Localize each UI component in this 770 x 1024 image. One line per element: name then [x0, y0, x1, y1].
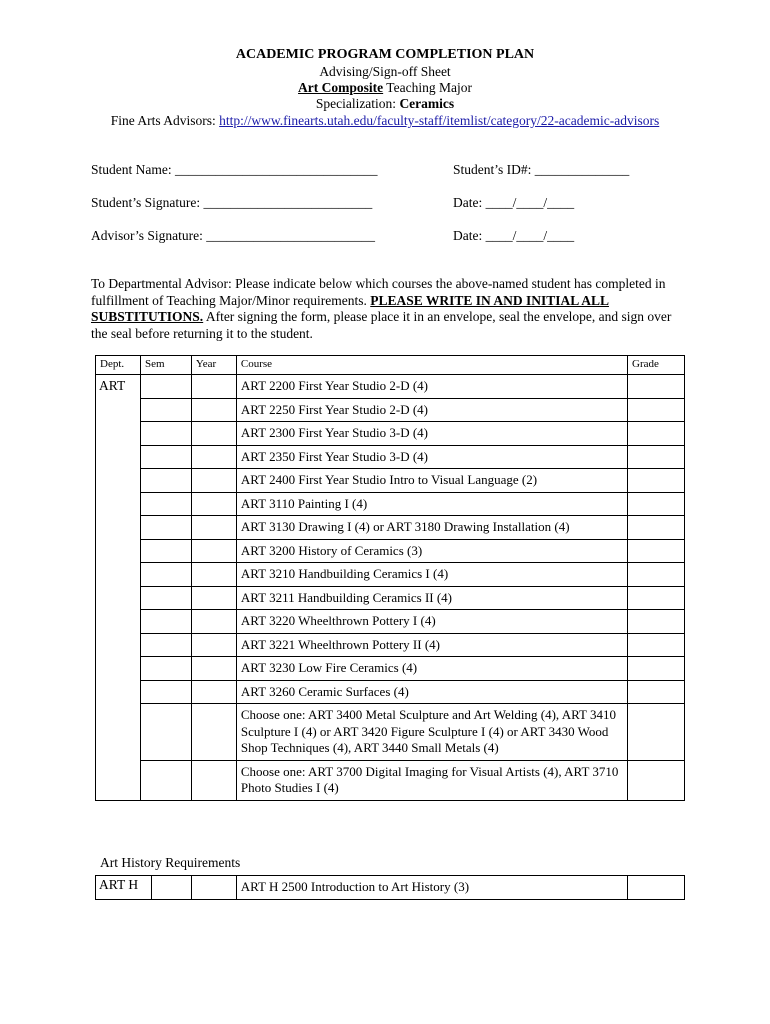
sem-cell[interactable]: [140, 610, 191, 634]
table-row: [96, 586, 685, 610]
table-row: [96, 469, 685, 493]
grade-cell[interactable]: [628, 586, 685, 610]
specialization-value: Ceramics: [399, 96, 455, 111]
course-cell: ART 2300 First Year Studio 3-D (4): [236, 422, 627, 446]
sem-cell[interactable]: [140, 657, 191, 681]
sem-cell[interactable]: [140, 633, 191, 657]
instructions-part1: To Departmental Advisor: Please indicate below which courses the above-named student has completed in fulfillment of Teaching Major/Minor requirements.: [91, 276, 666, 308]
table-row: [96, 375, 685, 399]
grade-cell[interactable]: [628, 610, 685, 634]
major-suffix: Teaching Major: [383, 80, 472, 95]
year-cell[interactable]: [191, 876, 236, 900]
year-cell[interactable]: [191, 539, 236, 563]
document-subtitle: Advising/Sign-off Sheet: [319, 64, 451, 79]
major-line: [0, 80, 770, 97]
advisors-link[interactable]: http://www.finearts.utah.edu/faculty-staff/itemlist/category/22-academic-advisors: [219, 113, 660, 128]
year-cell[interactable]: [191, 760, 236, 800]
year-cell[interactable]: [191, 680, 236, 704]
advisor-signature-field[interactable]: Advisor’s Signature: _________________________: [91, 228, 375, 243]
sem-cell[interactable]: [140, 516, 191, 540]
table-row: [96, 492, 685, 516]
advisors-line: [0, 113, 770, 130]
grade-cell[interactable]: [628, 469, 685, 493]
table-row: [96, 610, 685, 634]
table-row: [96, 539, 685, 563]
course-cell: ART 3230 Low Fire Ceramics (4): [236, 657, 627, 681]
table-row: [96, 760, 685, 800]
table-row: [96, 633, 685, 657]
student-signature-field[interactable]: Student’s Signature: _________________________: [91, 195, 373, 210]
sem-cell[interactable]: [140, 539, 191, 563]
header-dept: Dept.: [96, 356, 141, 375]
grade-cell[interactable]: [628, 657, 685, 681]
year-cell[interactable]: [191, 422, 236, 446]
advisors-label: Fine Arts Advisors:: [110, 113, 220, 128]
major-name: Art Composite: [298, 80, 384, 95]
instructions-bold: PLEASE WRITE IN AND INITIAL ALL SUBSTITUTIONS.: [91, 292, 609, 324]
table-row: [96, 876, 685, 900]
year-cell[interactable]: [191, 610, 236, 634]
table-row: [96, 445, 685, 469]
course-cell: ART 2250 First Year Studio 2-D (4): [236, 398, 627, 422]
grade-cell[interactable]: [628, 422, 685, 446]
header-sem: Sem: [140, 356, 191, 375]
grade-cell[interactable]: [628, 398, 685, 422]
year-cell[interactable]: [191, 563, 236, 587]
specialization-label: Specialization:: [315, 96, 400, 111]
grade-cell[interactable]: [628, 704, 685, 761]
table-row: [96, 680, 685, 704]
art-history-heading: Art History Requirements: [100, 855, 241, 870]
sem-cell[interactable]: [140, 492, 191, 516]
sem-cell[interactable]: [140, 445, 191, 469]
table-row: [96, 422, 685, 446]
art-history-dept: ART H: [96, 876, 152, 900]
sem-cell[interactable]: [151, 876, 191, 900]
year-cell[interactable]: [191, 586, 236, 610]
course-cell: ART H 2500 Introduction to Art History (3): [236, 876, 627, 900]
dept-cell: ART: [96, 375, 141, 801]
sem-cell[interactable]: [140, 680, 191, 704]
year-cell[interactable]: [191, 704, 236, 761]
grade-cell[interactable]: [628, 680, 685, 704]
sem-cell[interactable]: [140, 586, 191, 610]
grade-cell[interactable]: [628, 563, 685, 587]
student-date-field[interactable]: Date: ____/____/____: [453, 195, 575, 210]
year-cell[interactable]: [191, 445, 236, 469]
sem-cell[interactable]: [140, 469, 191, 493]
grade-cell[interactable]: [628, 445, 685, 469]
year-cell[interactable]: [191, 398, 236, 422]
year-cell[interactable]: [191, 633, 236, 657]
sem-cell[interactable]: [140, 704, 191, 761]
course-cell: Choose one: ART 3700 Digital Imaging for Visual Artists (4), ART 3710 Photo Studies I (4): [236, 760, 627, 800]
advisor-date-field[interactable]: Date: ____/____/____: [453, 228, 575, 243]
header-course: Course: [236, 356, 627, 375]
sem-cell[interactable]: [140, 375, 191, 399]
course-cell: ART 3211 Handbuilding Ceramics II (4): [236, 586, 627, 610]
year-cell[interactable]: [191, 375, 236, 399]
course-cell: Choose one: ART 3400 Metal Sculpture and Art Welding (4), ART 3410 Sculpture I (4) or ART 3420 Figure Sculpture I (4) or ART 3430 Wood Shop Techniques (4), ART 3440 Small Metals (4): [236, 704, 627, 761]
grade-cell[interactable]: [628, 760, 685, 800]
header-year: Year: [191, 356, 236, 375]
document-title: ACADEMIC PROGRAM COMPLETION PLAN: [235, 47, 535, 62]
table-row: [96, 516, 685, 540]
header-grade: Grade: [628, 356, 685, 375]
table-row: [96, 657, 685, 681]
year-cell[interactable]: [191, 516, 236, 540]
course-cell: ART 3221 Wheelthrown Pottery II (4): [236, 633, 627, 657]
course-cell: ART 3260 Ceramic Surfaces (4): [236, 680, 627, 704]
instructions-part2: After signing the form, please place it in an envelope, seal the envelope, and sign over the seal before returning it to the student.: [91, 309, 672, 341]
course-cell: ART 2400 First Year Studio Intro to Visual Language (2): [236, 469, 627, 493]
grade-cell[interactable]: [628, 375, 685, 399]
table-row: [96, 398, 685, 422]
table-header-row: [96, 356, 685, 375]
specialization-line: [0, 96, 770, 113]
grade-cell[interactable]: [628, 633, 685, 657]
student-id-field[interactable]: Student’s ID#: ______________: [453, 162, 630, 177]
advisor-instructions: [91, 276, 681, 342]
course-cell: ART 2350 First Year Studio 3-D (4): [236, 445, 627, 469]
table-row: [96, 563, 685, 587]
year-cell[interactable]: [191, 469, 236, 493]
course-cell: ART 3210 Handbuilding Ceramics I (4): [236, 563, 627, 587]
student-name-field[interactable]: Student Name: ______________________________: [91, 162, 378, 177]
course-cell: ART 2200 First Year Studio 2-D (4): [236, 375, 627, 399]
course-cell: ART 3110 Painting I (4): [236, 492, 627, 516]
course-table: [95, 355, 685, 801]
year-cell[interactable]: [191, 657, 236, 681]
table-row: [96, 704, 685, 761]
grade-cell[interactable]: [628, 539, 685, 563]
course-cell: ART 3200 History of Ceramics (3): [236, 539, 627, 563]
sem-cell[interactable]: [140, 422, 191, 446]
year-cell[interactable]: [191, 492, 236, 516]
art-history-table: [95, 875, 685, 900]
sem-cell[interactable]: [140, 760, 191, 800]
grade-cell[interactable]: [628, 876, 685, 900]
sem-cell[interactable]: [140, 563, 191, 587]
course-cell: ART 3220 Wheelthrown Pottery I (4): [236, 610, 627, 634]
sem-cell[interactable]: [140, 398, 191, 422]
grade-cell[interactable]: [628, 492, 685, 516]
grade-cell[interactable]: [628, 516, 685, 540]
course-cell: ART 3130 Drawing I (4) or ART 3180 Drawing Installation (4): [236, 516, 627, 540]
